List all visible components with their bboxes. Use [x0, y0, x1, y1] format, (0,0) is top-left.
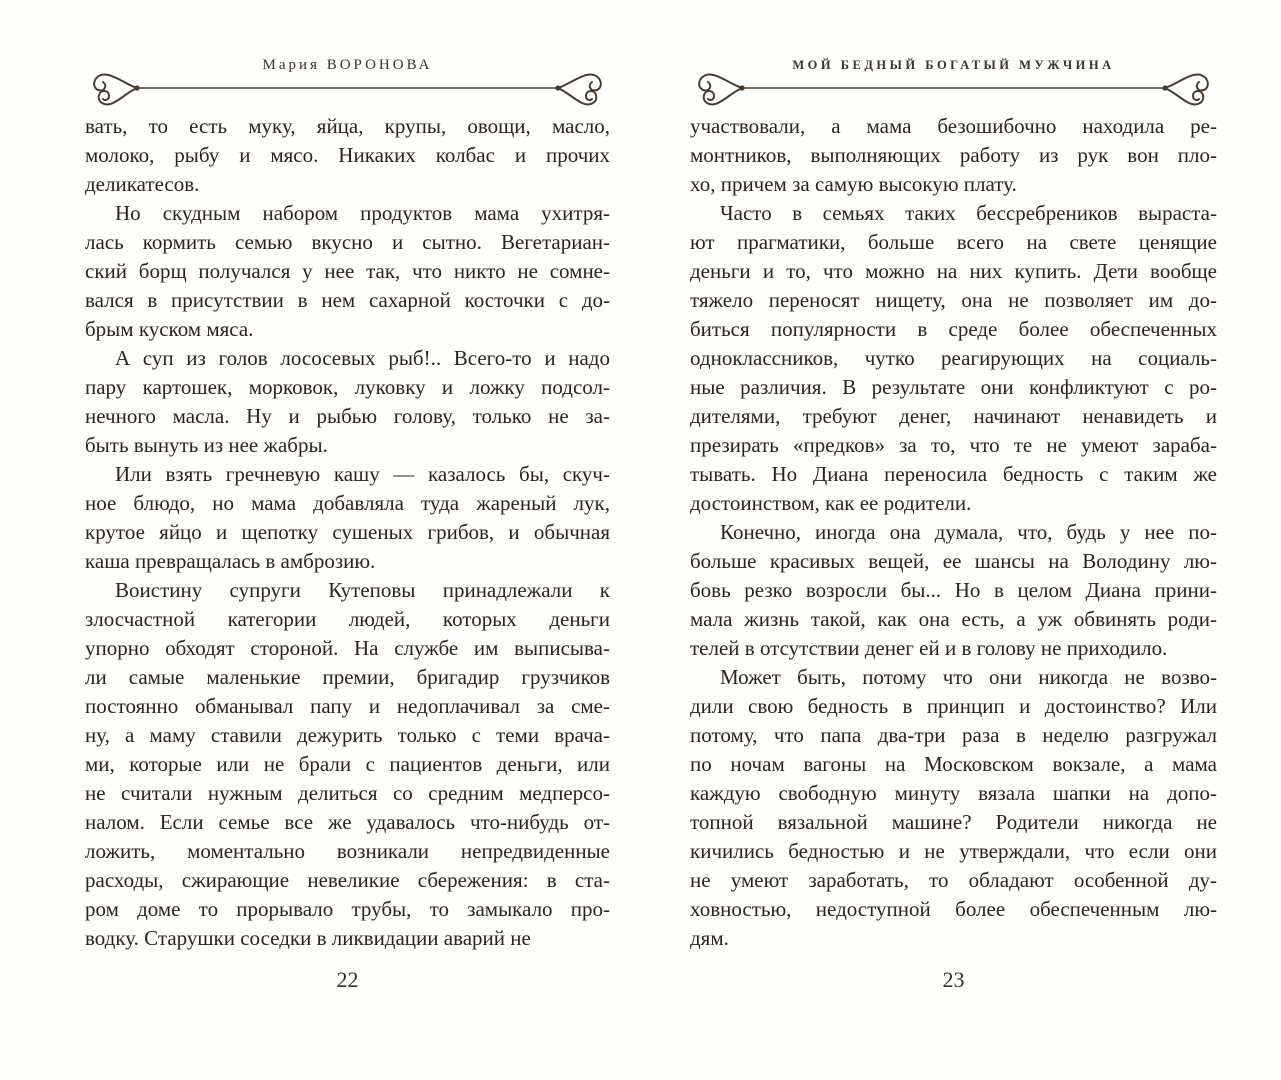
text-line: хо, причем за самую высокую плату. [690, 172, 1017, 196]
text-line: каша превращалась в амброзию. [85, 549, 376, 573]
running-head-author: Мария ВОРОНОВА [262, 57, 433, 73]
text-line: потому, что папа два-три раза в неделю разгружал [690, 723, 1217, 747]
text-line: Воистину супруги Кутеповы принадлежали к [115, 578, 610, 602]
text-line: участвовали, а мама безошибочно находила ре- [690, 114, 1217, 138]
text-line: телей в отсутствии денег ей и в голову не приходило. [690, 636, 1168, 660]
text-line: ные различия. В результате они конфликтуют с ро- [690, 375, 1217, 399]
text-line: А суп из голов лососевых рыб!.. Всего-то и надо [115, 346, 610, 370]
text-line: вался в присутствии в нем сахарной косточки с до- [85, 288, 610, 312]
text-line: Но скудным набором продуктов мама ухитря- [115, 201, 610, 225]
text-line: ложить, моментально возникали непредвиденные [85, 839, 610, 863]
text-line: Часто в семьях таких бессребреников выраста- [720, 201, 1217, 225]
text-line: дителями, требуют денег, начинают ненавидеть и [690, 404, 1217, 428]
left-running-head [85, 55, 610, 112]
left-page-number: 22 [336, 967, 359, 992]
text-line: крутое яйцо и щепотку сушеных грибов, и обычная [85, 520, 610, 544]
left-page-body [85, 112, 610, 953]
text-line: нечного масла. Ну и рыбью голову, только не за- [85, 404, 610, 428]
text-line: ют прагматики, больше всего на свете ценящие [690, 230, 1217, 254]
text-line: монтников, выполняющих работу из рук вон пло- [690, 143, 1217, 167]
right-page-body [690, 112, 1217, 953]
text-line: мала жизнь такой, как она есть, а уж обвинять роди- [690, 607, 1217, 631]
text-line: Конечно, иногда она думала, что, будь у нее по- [720, 520, 1217, 544]
text-line: деньги и то, что можно на них купить. Дети вообще [690, 259, 1217, 283]
right-running-head [690, 55, 1217, 112]
text-line: Или взять гречневую кашу — казалось бы, скуч- [115, 462, 610, 486]
text-line: дили свою бедность в принцип и достоинство? Или [690, 694, 1217, 718]
text-line: ский борщ получался у нее так, что никто не сомне- [85, 259, 610, 283]
text-line: налом. Если семье все же удавалось что-нибудь от- [85, 810, 610, 834]
text-line: ховностью, недоступной более обеспеченным лю- [690, 897, 1217, 921]
text-line: Может быть, потому что они никогда не возво- [720, 665, 1217, 689]
text-line: одноклассников, чутко реагирующих на социаль- [690, 346, 1217, 370]
text-line: по ночам вагоны на Московском вокзале, а мама [690, 752, 1217, 776]
text-line: презирать «предков» за то, что те не умеют зараба- [690, 433, 1217, 457]
running-head-title: МОЙ БЕДНЫЙ БОГАТЫЙ МУЖЧИНА [792, 58, 1115, 72]
text-line: упорно обходят стороной. На службе им выписыва- [85, 636, 610, 660]
text-line: вать, то есть муку, яйца, крупы, овощи, масло, [85, 114, 610, 138]
text-line: кичились бедностью и не утверждали, что если они [690, 839, 1217, 863]
text-line: биться популярности в среде более обеспеченных [690, 317, 1217, 341]
text-line: дям. [690, 926, 729, 950]
text-line: больше красивых вещей, ее шансы на Володину лю- [690, 549, 1217, 573]
text-line: тывать. Но Диана переносила бедность с таким же [690, 462, 1217, 486]
text-line: каждую свободную минуту вязала шапки на допо- [690, 781, 1217, 805]
text-line: быть вынуть из нее жабры. [85, 433, 328, 457]
text-line: расходы, сжирающие невеликие сбережения: в ста- [85, 868, 610, 892]
text-line: лась кормить семью вкусно и сытно. Вегетариан- [85, 230, 610, 254]
text-line: злосчастной категории людей, которых деньги [85, 607, 610, 631]
flourish-rule-icon [690, 66, 1217, 112]
left-page [85, 55, 610, 993]
text-line: ну, а маму ставили дежурить только с теми врача- [85, 723, 610, 747]
text-line: не умеют заработать, то обладают особенной ду- [690, 868, 1217, 892]
right-page [690, 55, 1217, 993]
text-line: бовь резко возросли бы... Но в целом Диана прини- [690, 578, 1217, 602]
right-page-number: 23 [942, 967, 965, 992]
text-line: достоинством, как ее родители. [690, 491, 972, 515]
text-line: ми, которые или не брали с пациентов деньги, или [85, 752, 610, 776]
text-line: ром доме то прорывало трубы, то замыкало про- [85, 897, 610, 921]
text-line: брым куском мяса. [85, 317, 254, 341]
text-line: тяжело переносят нищету, она не позволяет им до- [690, 288, 1217, 312]
text-line: не считали нужным делиться со средним медперсо- [85, 781, 610, 805]
text-line: постоянно обманывал папу и недоплачивал за сме- [85, 694, 610, 718]
text-line: топной вязальной машине? Родители никогда не [690, 810, 1217, 834]
text-line: молоко, рыбу и мясо. Никаких колбас и прочих [85, 143, 610, 167]
flourish-rule-icon [85, 66, 610, 112]
text-line: деликатесов. [85, 172, 200, 196]
text-line: ли самые маленькие премии, бригадир грузчиков [85, 665, 610, 689]
text-line: водку. Старушки соседки в ликвидации аварий не [85, 926, 531, 950]
text-line: ное блюдо, но мама добавляла туда жареный лук, [85, 491, 610, 515]
text-line: пару картошек, морковок, луковку и ложку подсол- [85, 375, 610, 399]
